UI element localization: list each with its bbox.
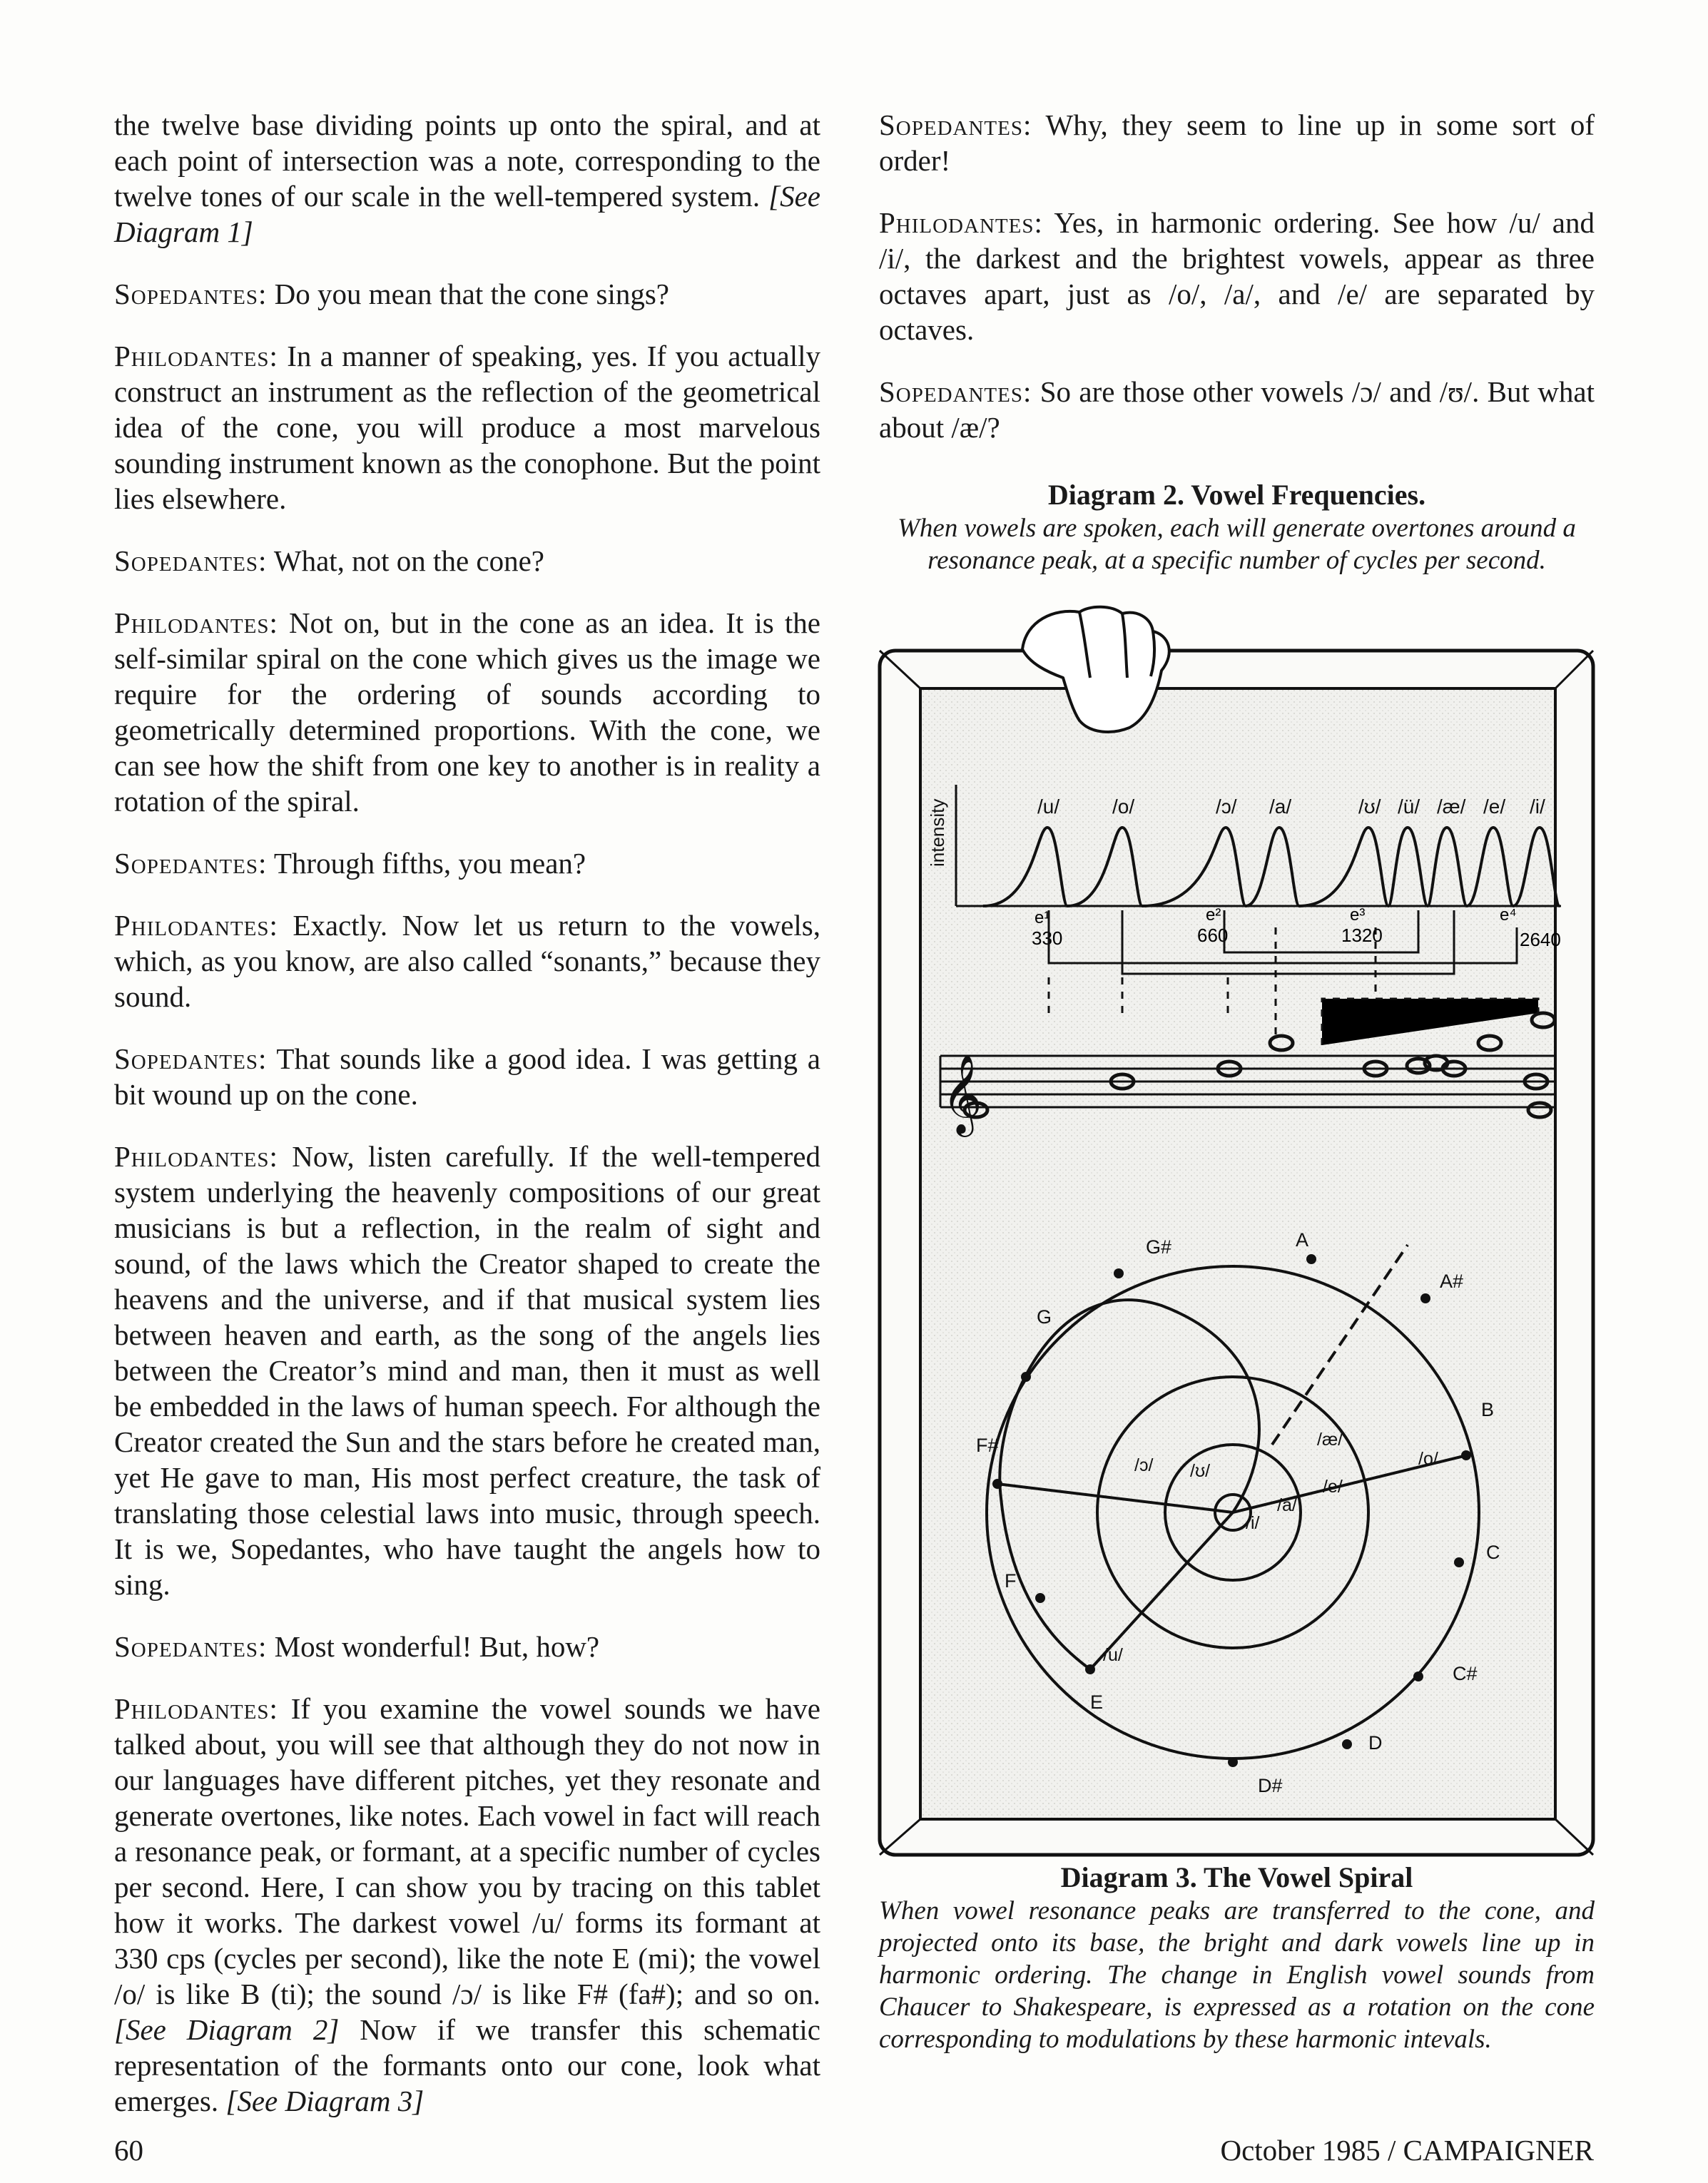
page-number: 60	[114, 2134, 143, 2167]
paragraph-text: Now, listen carefully. If the well-tempered system underlying the heavenly compositions of our great musicians is but a reflection, in the realm of sight and sound, of the laws which the Creator shaped to create the heavens and the universe, and if that musical system lies between heaven and earth, as the song of the angels lies between the Creator’s mind and man, then it must as well be embedded in the laws of human speech. For although the Creator created the Sun and the stars before he created man, yet He gave to man, His most perfect creature, the task of translating those celestial laws into music, through speech. It is we, Sopedantes, who have taught the angels how to sing.	[114, 1140, 820, 1601]
spiral-note-label: G#	[1146, 1236, 1172, 1258]
spiral-note-point	[1114, 1268, 1124, 1278]
frequency-label: 2640	[1520, 929, 1561, 950]
diagram-reference: [See Diagram 1]	[114, 180, 820, 248]
octave-mark: 8va	[1326, 1007, 1356, 1028]
paragraph-text: Why, they seem to line up in some sort of order!	[879, 108, 1595, 177]
diagram-reference: [See Diagram 3]	[225, 2085, 425, 2117]
spiral-note-point	[1461, 1450, 1471, 1460]
spiral-note-label: G	[1037, 1306, 1052, 1328]
paragraph-text: Not on, but in the cone as an idea. It is the self-similar spiral on the cone which gives us the image we require for the ordering of sounds according to geometrically determined proportions. With the cone, we can see how the shift from one key to another is in reality a rotation of the spiral.	[114, 606, 820, 818]
spiral-note-label: A#	[1440, 1271, 1464, 1292]
vowel-peak-label: /ʊ/	[1358, 795, 1381, 818]
right-column	[879, 107, 1595, 472]
diagram-reference: [See Diagram 2]	[114, 2013, 340, 2046]
speaker-name: Sopedantes:	[114, 1630, 268, 1663]
speaker-name: Philodantes:	[114, 340, 278, 372]
frequency-label: 660	[1197, 925, 1229, 946]
vowel-peak-label: /ü/	[1398, 795, 1420, 818]
paragraph-text: If you examine the vowel sounds we have talked about, you will see that although they do not now in our languages have different pitches, yet they resonate and generate overtones, like notes. Each vowel in fact will reach a resonance peak, or formant, at a specific number of cycles per second. Here, I can show you by tracing on this tablet how it works. The darkest vowel /u/ forms its formant at 330 cps (cycles per second), like the note E (mi); the vowel /o/ is like B (ti); the sound /ɔ/ is like F# (fa#); and so on.	[114, 1692, 820, 2010]
speaker-name: Sopedantes:	[114, 278, 268, 310]
paragraph	[114, 276, 820, 312]
spiral-note-label: F#	[976, 1435, 999, 1456]
vowel-peak-label: /u/	[1037, 795, 1060, 818]
spiral-note-point	[1454, 1557, 1464, 1567]
paragraph	[114, 907, 820, 1014]
intensity-axis-label: intensity	[927, 798, 948, 867]
paragraph-text: Now if we transfer this schematic representation of the formants onto our cone, look what emerges.	[114, 2013, 820, 2117]
paragraph	[114, 107, 820, 250]
spiral-vowel-label: /i/	[1246, 1513, 1260, 1533]
spiral-note-label: C	[1486, 1542, 1500, 1563]
spiral-note-point	[1413, 1671, 1423, 1681]
paragraph	[114, 845, 820, 881]
spiral-note-point	[1306, 1254, 1316, 1264]
diagram3-title: Diagram 3. The Vowel Spiral	[1060, 1861, 1413, 1893]
paragraph-text: Through fifths, you mean?	[267, 847, 586, 880]
paragraph	[114, 338, 820, 517]
speaker-name: Sopedantes:	[879, 375, 1032, 408]
paragraph-text: the twelve base dividing points up onto the spiral, and at each point of intersection was a note, corresponding to the twelve tones of our scale in the well-tempered system.	[114, 108, 820, 213]
spiral-vowel-label: /ʊ/	[1190, 1461, 1211, 1481]
tablet-surface	[920, 688, 1555, 1819]
spiral-vowel-label: /e/	[1323, 1477, 1343, 1497]
note-label: e²	[1206, 905, 1221, 925]
paragraph	[114, 1139, 820, 1602]
diagram3-caption-text: When vowel resonance peaks are transferred to the cone, and projected onto its base, the bright and dark vowels line up in harmonic ordering. The change in English vowel sounds from Chaucer to Shakespeare, is expressed as a rotation on the cone corresponding to modulations by these harmonic intevals.	[879, 1896, 1595, 2054]
paragraph-text: That sounds like a good idea. I was getting a bit wound up on the cone.	[114, 1042, 820, 1111]
spiral-vowel-label: /ɔ/	[1134, 1455, 1154, 1475]
note-label: e⁴	[1500, 905, 1517, 925]
paragraph	[879, 374, 1595, 445]
vowel-peak-label: /o/	[1112, 795, 1135, 818]
speaker-name: Sopedantes:	[114, 1042, 268, 1075]
speaker-name: Philodantes:	[114, 909, 278, 942]
tablet-illustration	[876, 592, 1598, 1858]
publication-issue: October 1985 / CAMPAIGNER	[1220, 2134, 1594, 2167]
vowel-peak-label: /i/	[1530, 795, 1545, 818]
speaker-name: Philodantes:	[114, 606, 278, 639]
spiral-note-point	[1420, 1293, 1430, 1303]
spiral-note-label: F	[1005, 1570, 1017, 1592]
diagram2-title: Diagram 2. Vowel Frequencies.	[1047, 479, 1426, 511]
left-column	[114, 107, 820, 2145]
spiral-note-label: C#	[1453, 1663, 1478, 1684]
spiral-note-label: D#	[1258, 1775, 1283, 1796]
diagram2-caption	[879, 478, 1595, 576]
paragraph	[114, 1691, 820, 2119]
paragraph	[879, 205, 1595, 347]
paragraph-text: So are those other vowels /ɔ/ and /ʊ/. But what about /æ/?	[879, 375, 1595, 444]
vowel-peak-label: /e/	[1483, 795, 1506, 818]
spiral-vowel-label: /u/	[1103, 1645, 1123, 1665]
spiral-note-label: B	[1481, 1399, 1495, 1420]
vowel-peak-label: /æ/	[1437, 795, 1466, 818]
spiral-note-point	[1342, 1739, 1352, 1749]
spiral-vowel-label: /æ/	[1317, 1430, 1343, 1450]
paragraph	[114, 1041, 820, 1112]
vowel-peak-label: /ɔ/	[1216, 795, 1237, 818]
paragraph	[879, 107, 1595, 178]
spiral-note-point	[1085, 1664, 1095, 1674]
diagram2-caption-text: When vowels are spoken, each will generate overtones around a resonance peak, at a specific number of cycles per second.	[898, 514, 1576, 575]
spiral-vowel-label: /a/	[1277, 1495, 1297, 1515]
paragraph	[114, 543, 820, 579]
note-label: e³	[1350, 905, 1366, 925]
paragraph-text: Exactly. Now let us return to the vowels, which, as you know, are also called “sonants,” because they sound.	[114, 909, 820, 1013]
paragraph-text: Do you mean that the cone sings?	[267, 278, 669, 310]
spiral-note-point	[1035, 1593, 1045, 1603]
frequency-label: 1320	[1341, 925, 1383, 946]
speaker-name: Sopedantes:	[114, 544, 268, 577]
spiral-note-label: D	[1368, 1732, 1383, 1754]
speaker-name: Philodantes:	[114, 1692, 278, 1725]
paragraph-text: In a manner of speaking, yes. If you actually construct an instrument as the reflection of the geometrical idea of the cone, you will produce a most marvelous sounding instrument known as the conophone. But the point lies elsewhere.	[114, 340, 820, 515]
paragraph-text: Most wonderful! But, how?	[267, 1630, 600, 1663]
note-label: e¹	[1035, 908, 1050, 927]
paragraph-text: What, not on the cone?	[267, 544, 544, 577]
frequency-label: 330	[1032, 927, 1063, 949]
paragraph	[114, 1629, 820, 1664]
spiral-vowel-label: /o/	[1418, 1449, 1438, 1469]
speaker-name: Sopedantes:	[114, 847, 268, 880]
paragraph-text: Yes, in harmonic ordering. See how /u/ and /i/, the darkest and the brightest vowels, appear as three octaves apart, just as /o/, /a/, and /e/ are separated by octaves.	[879, 206, 1595, 346]
paragraph	[114, 605, 820, 819]
spiral-note-point	[992, 1479, 1002, 1489]
diagram3-caption	[879, 1861, 1595, 2055]
treble-clef-icon: 𝄞	[942, 1056, 982, 1132]
spiral-note-label: E	[1090, 1691, 1104, 1713]
speaker-name: Sopedantes:	[879, 108, 1032, 141]
spiral-note-label: A	[1296, 1229, 1309, 1251]
speaker-name: Philodantes:	[114, 1140, 278, 1173]
vowel-peak-label: /a/	[1269, 795, 1292, 818]
speaker-name: Philodantes:	[879, 206, 1043, 239]
spiral-note-point	[1021, 1372, 1031, 1382]
spiral-note-point	[1228, 1757, 1238, 1767]
